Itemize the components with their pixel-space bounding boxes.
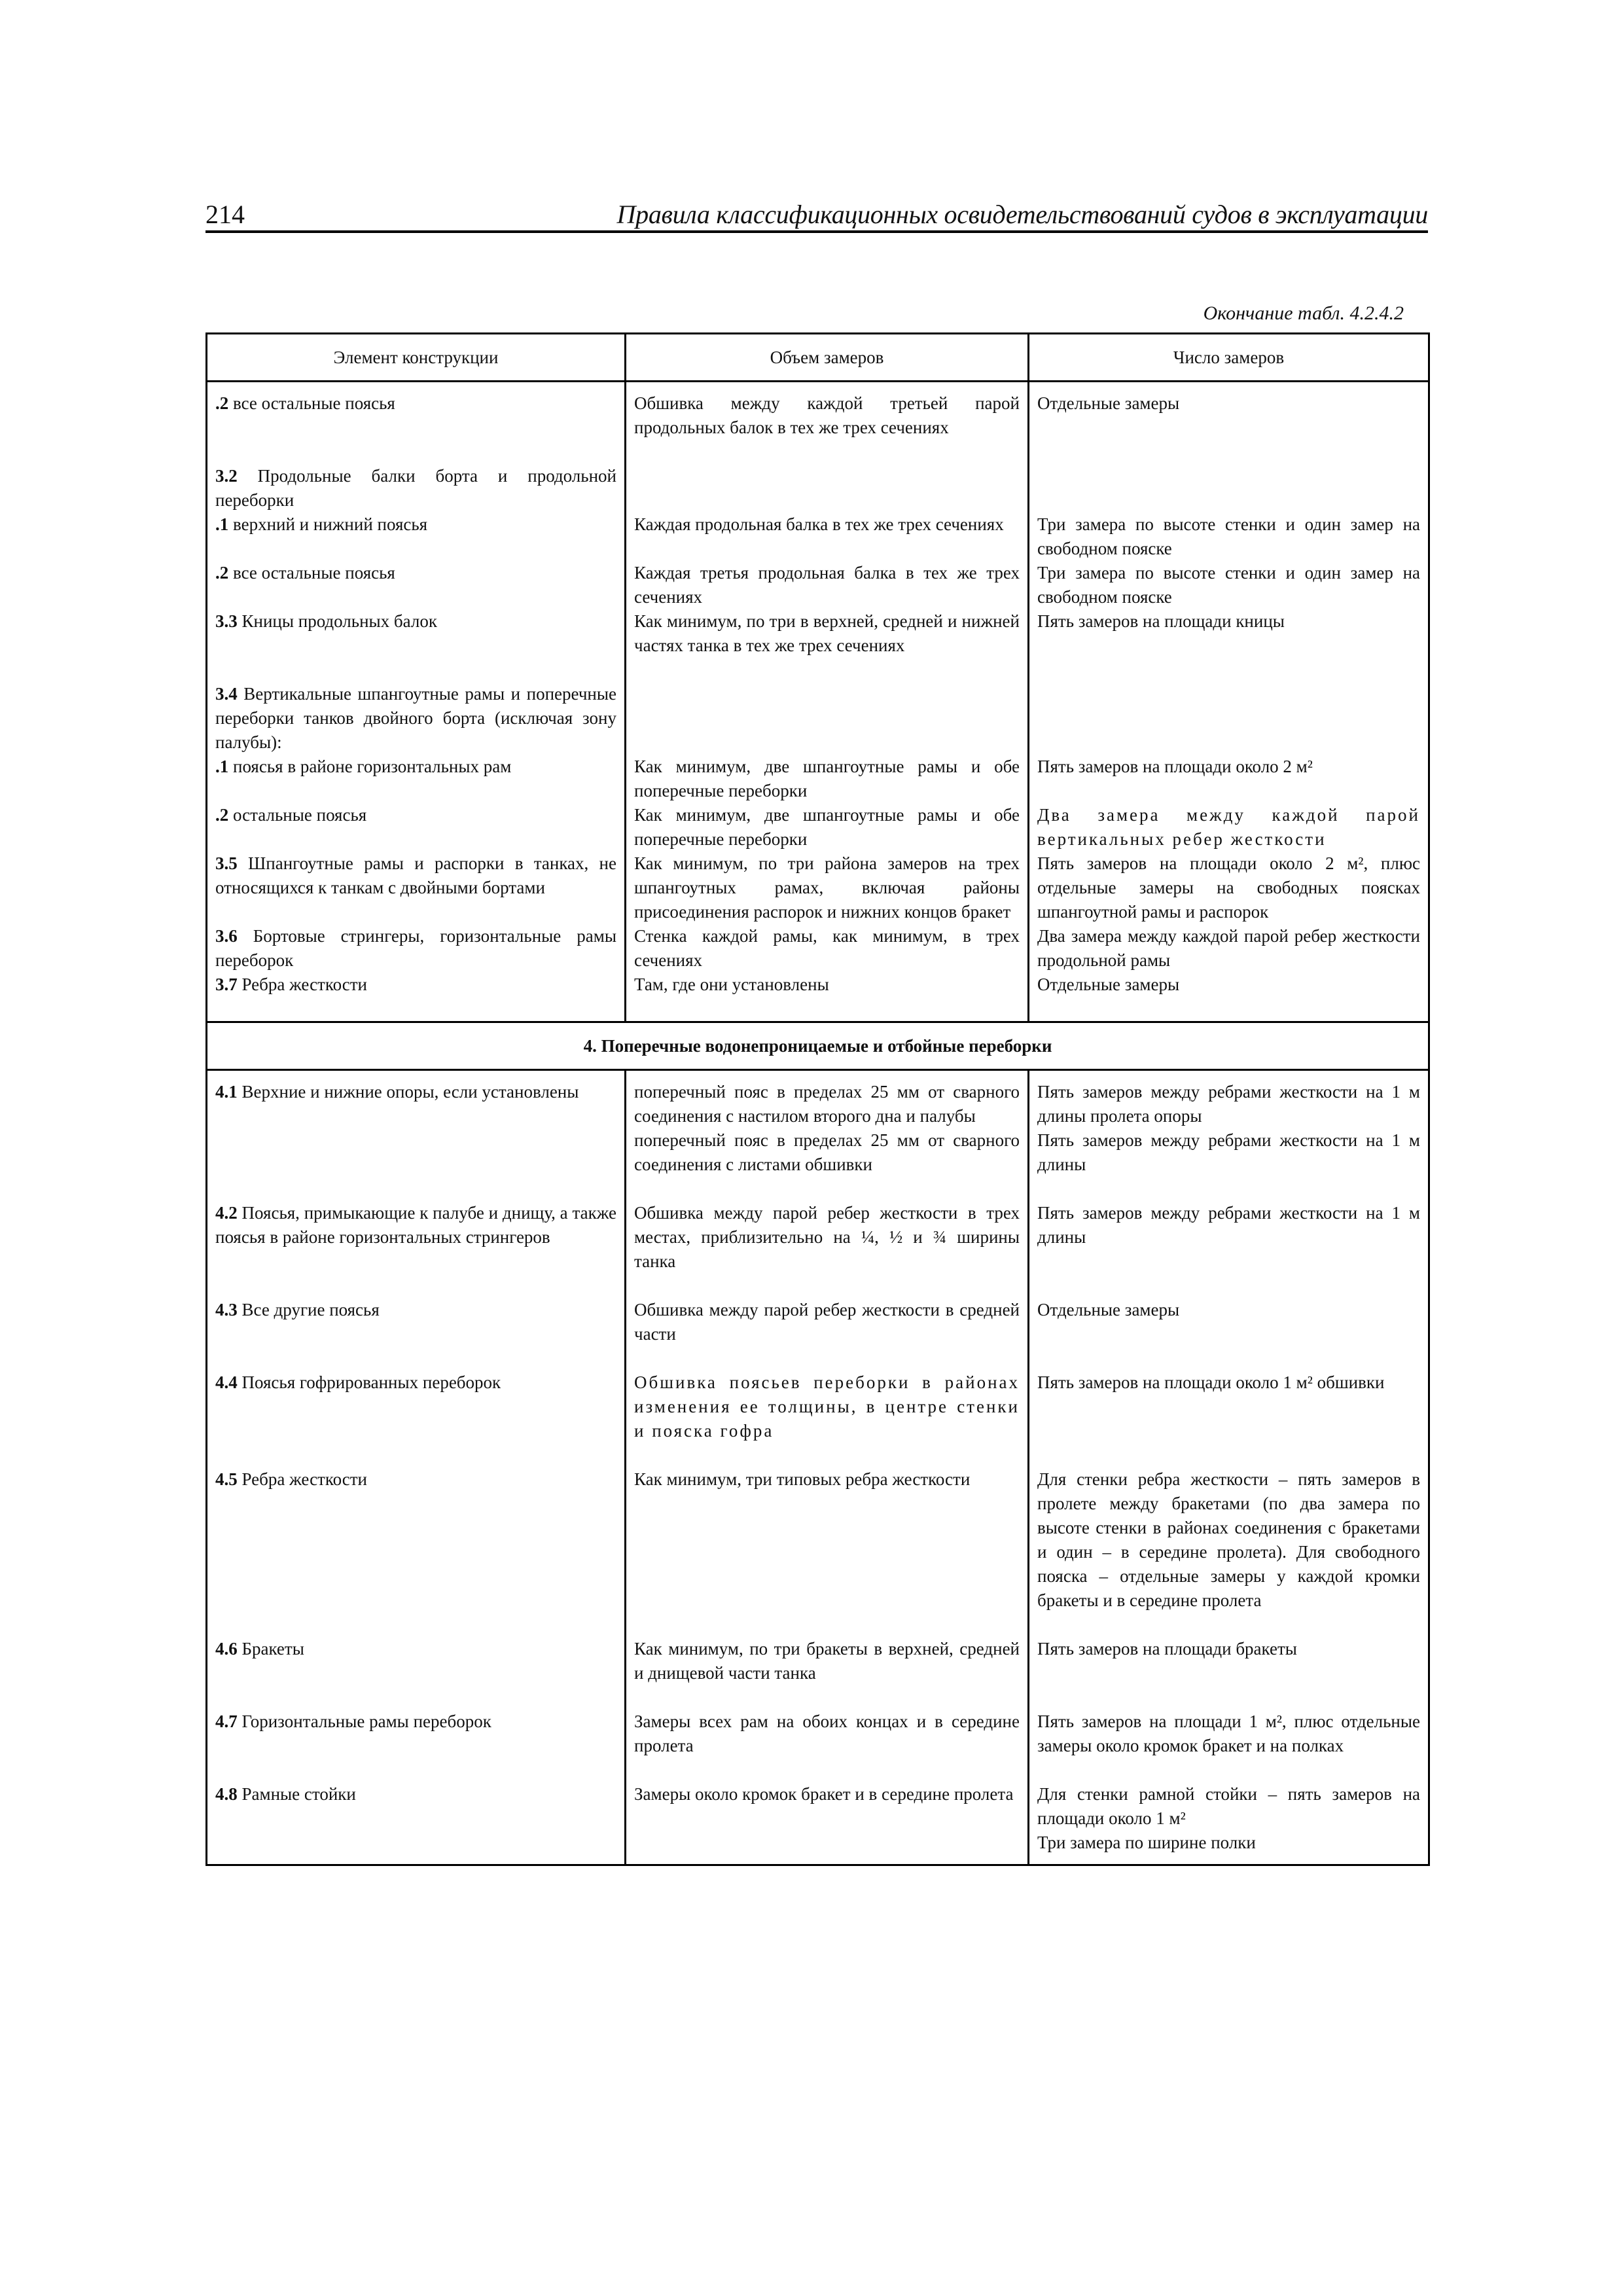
- cell-scope: [626, 464, 1029, 512]
- table-row: [207, 1371, 1429, 1443]
- table-row: [207, 1128, 1429, 1177]
- running-title: Правила классификационных освидетельствований судов в эксплуатации: [616, 200, 1428, 229]
- spacer-cell: [1029, 1177, 1429, 1201]
- cell-element: [207, 682, 626, 755]
- table-row: [207, 1782, 1429, 1831]
- item-text: Поясья, примыкающие к палубе и днищу, а также поясья в районе горизонтальных стрингеров: [215, 1203, 616, 1247]
- cell-scope: Как минимум, две шпангоутные рамы и обе поперечные переборки: [626, 803, 1029, 852]
- spacer-cell: [626, 1177, 1029, 1201]
- table-row: [207, 682, 1429, 755]
- table-row: [207, 561, 1429, 609]
- cell-element: [207, 1782, 626, 1831]
- item-number: 3.4: [215, 684, 238, 704]
- table-continuation-caption: Окончание табл. 4.2.4.2: [1203, 302, 1404, 324]
- cell-scope: Замеры около кромок бракет и в середине пролета: [626, 1782, 1029, 1831]
- cell-element: [207, 1637, 626, 1685]
- item-number: 4.5: [215, 1469, 238, 1489]
- cell-element: [207, 1128, 626, 1177]
- cell-scope: Как минимум, три типовых ребра жесткости: [626, 1467, 1029, 1613]
- cell-scope: [626, 682, 1029, 755]
- cell-count: [1029, 682, 1429, 755]
- cell-count: Пять замеров на площади 1 м², плюс отдельные замеры около кромок бракет и на полках: [1029, 1710, 1429, 1758]
- cell-count: Пять замеров между ребрами жесткости на 1 м длины пролета опоры: [1029, 1070, 1429, 1129]
- header-rule: [205, 230, 1428, 233]
- table-row: [207, 1298, 1429, 1346]
- cell-scope: Как минимум, по три в верхней, средней и нижней частях танка в тех же трех сечениях: [626, 609, 1029, 658]
- cell-element: [207, 1201, 626, 1274]
- spacer-cell: [626, 440, 1029, 464]
- cell-scope: Как минимум, две шпангоутные рамы и обе поперечные переборки: [626, 755, 1029, 803]
- item-number: .2: [215, 563, 229, 583]
- cell-count: Два замера между каждой парой вертикальных ребер жесткости: [1029, 803, 1429, 852]
- table-row: [207, 924, 1429, 973]
- cell-count: Пять замеров на площади около 2 м²: [1029, 755, 1429, 803]
- spacer-cell: [207, 1685, 626, 1710]
- table-row: [207, 973, 1429, 997]
- item-text: Продольные балки борта и продольной переборки: [215, 466, 616, 510]
- spacer-cell: [207, 658, 626, 682]
- row-spacer: [207, 1177, 1429, 1201]
- cell-scope: Каждая продольная балка в тех же трех сечениях: [626, 512, 1029, 561]
- item-number: .1: [215, 757, 229, 776]
- row-spacer: [207, 440, 1429, 464]
- item-text: Шпангоутные рамы и распорки в танках, не относящихся к танкам с двойными бортами: [215, 853, 616, 897]
- table-row: [207, 512, 1429, 561]
- row-spacer: [207, 1613, 1429, 1637]
- item-text: все остальные поясья: [228, 393, 395, 413]
- cell-scope: Стенка каждой рамы, как минимум, в трех сечениях: [626, 924, 1029, 973]
- item-number: 4.2: [215, 1203, 238, 1223]
- row-spacer: [207, 1443, 1429, 1467]
- cell-element: [207, 1070, 626, 1129]
- spacer-cell: [1029, 440, 1429, 464]
- item-text: Ребра жесткости: [237, 975, 368, 994]
- item-number: .2: [215, 393, 229, 413]
- item-number: 4.7: [215, 1712, 238, 1731]
- item-text: Кницы продольных балок: [237, 611, 437, 631]
- cell-count: Пять замеров между ребрами жесткости на 1 м длины: [1029, 1128, 1429, 1177]
- table-row: [207, 1831, 1429, 1865]
- spacer-cell: [207, 1443, 626, 1467]
- spacer-cell: [626, 1758, 1029, 1782]
- table-row: [207, 1710, 1429, 1758]
- spacer-cell: [207, 1346, 626, 1371]
- cell-element: [207, 512, 626, 561]
- cell-count: Три замера по высоте стенки и один замер на свободном пояске: [1029, 512, 1429, 561]
- item-text: Бракеты: [237, 1639, 304, 1659]
- item-number: .2: [215, 805, 229, 825]
- page-number: 214: [205, 200, 245, 229]
- item-text: Поясья гофрированных переборок: [237, 1372, 501, 1392]
- spacer-cell: [207, 997, 626, 1022]
- cell-count: Два замера между каждой парой ребер жесткости продольной рамы: [1029, 924, 1429, 973]
- cell-element: [207, 561, 626, 609]
- cell-count: Отдельные замеры: [1029, 1298, 1429, 1346]
- spacer-cell: [1029, 1274, 1429, 1298]
- item-text: остальные поясья: [228, 805, 367, 825]
- cell-count: Пять замеров между ребрами жесткости на 1 м длины: [1029, 1201, 1429, 1274]
- cell-scope: Обшивка между каждой третьей парой продольных балок в тех же трех сечениях: [626, 382, 1029, 440]
- item-text: верхний и нижний поясья: [228, 514, 428, 534]
- row-spacer: [207, 1685, 1429, 1710]
- item-text: поясья в районе горизонтальных рам: [228, 757, 512, 776]
- item-number: 3.6: [215, 926, 238, 946]
- item-text: Все другие поясья: [237, 1300, 380, 1319]
- measurements-table: [205, 332, 1430, 1866]
- spacer-cell: [1029, 1613, 1429, 1637]
- cell-scope: Обшивка между парой ребер жесткости в трех местах, приблизительно на ¼, ½ и ¾ ширины танка: [626, 1201, 1029, 1274]
- spacer-cell: [1029, 1443, 1429, 1467]
- item-number: 4.6: [215, 1639, 238, 1659]
- item-text: Вертикальные шпангоутные рамы и поперечные переборки танков двойного борта (исключая зону палубы):: [215, 684, 616, 752]
- table-row: [207, 1201, 1429, 1274]
- cell-scope: Там, где они установлены: [626, 973, 1029, 997]
- section-title: 4. Поперечные водонепроницаемые и отбойные переборки: [207, 1022, 1429, 1070]
- spacer-cell: [626, 997, 1029, 1022]
- cell-element: [207, 924, 626, 973]
- spacer-cell: [626, 1443, 1029, 1467]
- spacer-cell: [1029, 1346, 1429, 1371]
- cell-count: Пять замеров на площади кницы: [1029, 609, 1429, 658]
- spacer-cell: [207, 440, 626, 464]
- table-row: [207, 852, 1429, 924]
- cell-count: [1029, 464, 1429, 512]
- row-spacer: [207, 1758, 1429, 1782]
- table-body: [207, 382, 1429, 1865]
- item-number: 4.8: [215, 1784, 238, 1804]
- spacer-cell: [207, 1613, 626, 1637]
- cell-element: [207, 852, 626, 924]
- cell-element: [207, 609, 626, 658]
- cell-element: [207, 755, 626, 803]
- cell-count: Три замера по высоте стенки и один замер на свободном пояске: [1029, 561, 1429, 609]
- cell-element: [207, 382, 626, 440]
- item-number: 4.4: [215, 1372, 238, 1392]
- table-header-row: [207, 334, 1429, 382]
- table-row: [207, 464, 1429, 512]
- cell-scope: поперечный пояс в пределах 25 мм от сварного соединения с настилом второго дна и палубы: [626, 1070, 1029, 1129]
- spacer-cell: [1029, 658, 1429, 682]
- spacer-cell: [626, 1346, 1029, 1371]
- item-text: Ребра жесткости: [237, 1469, 368, 1489]
- cell-element: [207, 1710, 626, 1758]
- cell-element: [207, 973, 626, 997]
- table-row: [207, 803, 1429, 852]
- cell-count: Для стенки рамной стойки – пять замеров на площади около 1 м²: [1029, 1782, 1429, 1831]
- item-number: 3.3: [215, 611, 238, 631]
- cell-element: [207, 1298, 626, 1346]
- cell-count: Отдельные замеры: [1029, 382, 1429, 440]
- cell-scope: [626, 1831, 1029, 1865]
- item-text: Горизонтальные рамы переборок: [237, 1712, 491, 1731]
- row-spacer: [207, 997, 1429, 1022]
- row-spacer: [207, 1346, 1429, 1371]
- cell-scope: Обшивка поясьев переборки в районах изменения ее толщины, в центре стенки и пояска гофра: [626, 1371, 1029, 1443]
- spacer-cell: [207, 1758, 626, 1782]
- cell-element: [207, 1371, 626, 1443]
- table-row: [207, 1467, 1429, 1613]
- spacer-cell: [1029, 1685, 1429, 1710]
- page-header: [205, 196, 1428, 230]
- item-text: Рамные стойки: [237, 1784, 356, 1804]
- item-number: 4.3: [215, 1300, 238, 1319]
- cell-scope: Обшивка между парой ребер жесткости в средней части: [626, 1298, 1029, 1346]
- table-row: [207, 382, 1429, 440]
- table-row: [207, 1637, 1429, 1685]
- spacer-cell: [207, 1177, 626, 1201]
- cell-scope: Как минимум, по три бракеты в верхней, средней и днищевой части танка: [626, 1637, 1029, 1685]
- cell-scope: Замеры всех рам на обоих концах и в середине пролета: [626, 1710, 1029, 1758]
- cell-element: [207, 803, 626, 852]
- table-row: [207, 609, 1429, 658]
- column-header-count: Число замеров: [1029, 334, 1429, 382]
- item-number: 4.1: [215, 1082, 238, 1102]
- section-header-row: [207, 1022, 1429, 1070]
- item-text: Бортовые стрингеры, горизонтальные рамы переборок: [215, 926, 616, 970]
- spacer-cell: [626, 658, 1029, 682]
- cell-scope: Каждая третья продольная балка в тех же трех сечениях: [626, 561, 1029, 609]
- spacer-cell: [1029, 997, 1429, 1022]
- row-spacer: [207, 658, 1429, 682]
- item-number: .1: [215, 514, 229, 534]
- cell-count: Пять замеров на площади бракеты: [1029, 1637, 1429, 1685]
- cell-element: [207, 1467, 626, 1613]
- cell-scope: поперечный пояс в пределах 25 мм от сварного соединения с листами обшивки: [626, 1128, 1029, 1177]
- spacer-cell: [626, 1274, 1029, 1298]
- column-header-scope: Объем замеров: [626, 334, 1029, 382]
- cell-element: [207, 464, 626, 512]
- table-row: [207, 1070, 1429, 1129]
- cell-scope: Как минимум, по три района замеров на трех шпангоутных рамах, включая районы присоединения распорок и нижних концов бракет: [626, 852, 1029, 924]
- cell-count: Отдельные замеры: [1029, 973, 1429, 997]
- row-spacer: [207, 1274, 1429, 1298]
- spacer-cell: [1029, 1758, 1429, 1782]
- item-number: 3.5: [215, 853, 238, 873]
- cell-element: [207, 1831, 626, 1865]
- cell-count: Три замера по ширине полки: [1029, 1831, 1429, 1865]
- item-text: Верхние и нижние опоры, если установлены: [237, 1082, 579, 1102]
- table-row: [207, 755, 1429, 803]
- spacer-cell: [207, 1274, 626, 1298]
- item-text: все остальные поясья: [228, 563, 395, 583]
- cell-count: Пять замеров на площади около 2 м², плюс отдельные замеры на свободных поясках шпангоутной рамы и распорок: [1029, 852, 1429, 924]
- cell-count: Для стенки ребра жесткости – пять замеров в пролете между бракетами (по два замера по высоте стенки в районах соединения с бракетами и один – в середине пролета). Для свободного пояска – отдельные замеры у каждой кромки бракеты и в середине пролета: [1029, 1467, 1429, 1613]
- column-header-element: Элемент конструкции: [207, 334, 626, 382]
- item-number: 3.2: [215, 466, 238, 486]
- spacer-cell: [626, 1685, 1029, 1710]
- cell-count: Пять замеров на площади около 1 м² обшивки: [1029, 1371, 1429, 1443]
- spacer-cell: [626, 1613, 1029, 1637]
- item-number: 3.7: [215, 975, 238, 994]
